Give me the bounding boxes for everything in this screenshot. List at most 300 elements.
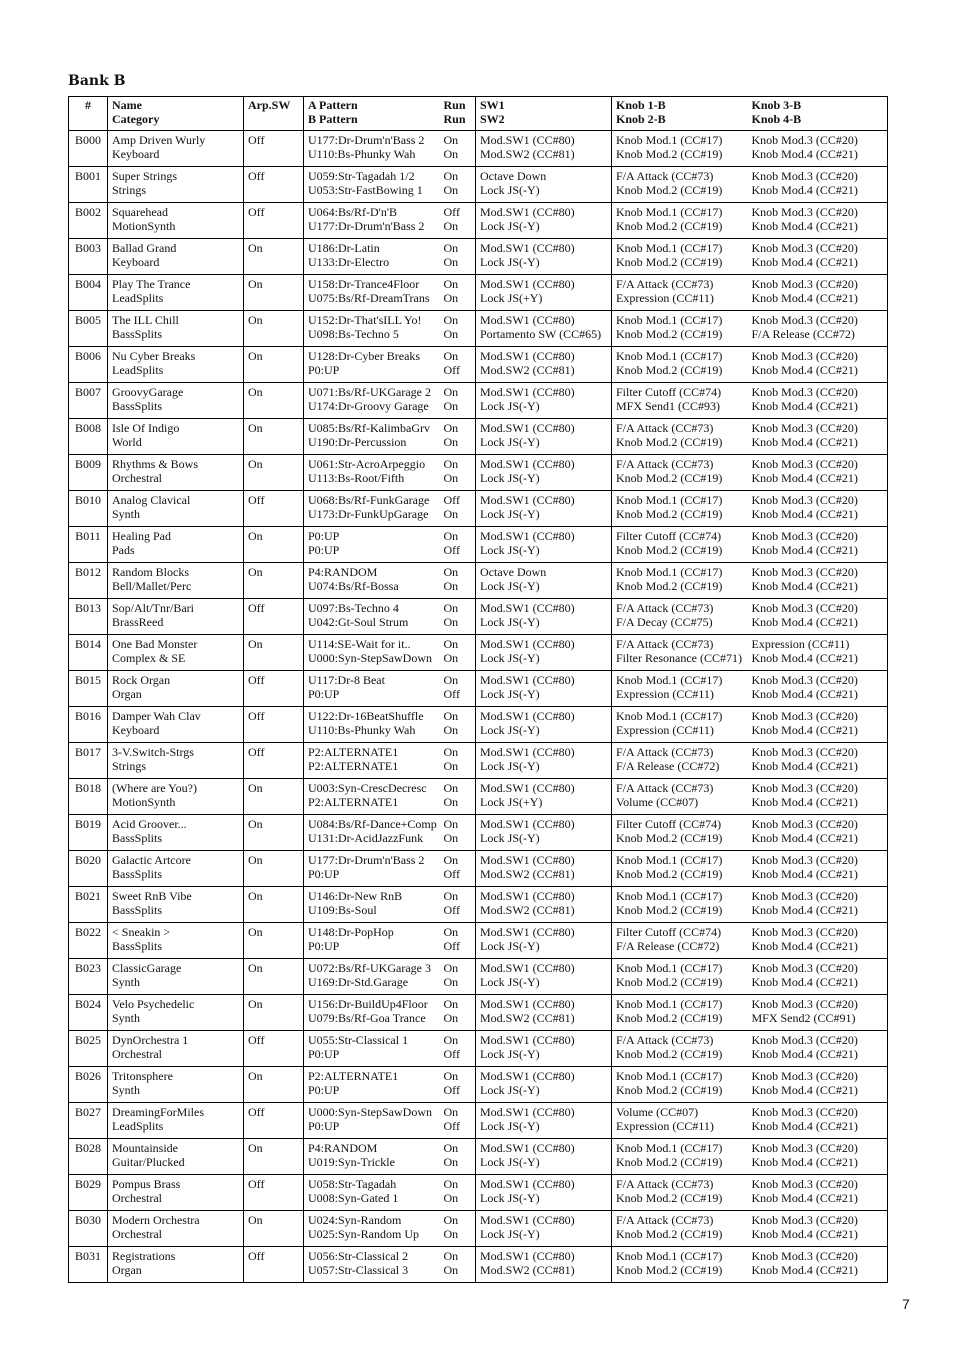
cell-text-cat: BassSplits [112, 903, 163, 917]
switch-assign-cell [476, 1247, 612, 1283]
cell-text-pa: U000:Syn-StepSawDown [308, 1105, 433, 1119]
knob-3-4-cell [748, 707, 888, 743]
switch-assign-cell [476, 239, 612, 275]
program-number-cell [69, 959, 108, 995]
run-cell [440, 563, 476, 599]
program-number-cell [69, 707, 108, 743]
cell-text-arp: On [248, 781, 263, 795]
program-table [68, 96, 888, 1283]
cell-text-pa: U177:Dr-Drum'n'Bass 2 [308, 133, 425, 147]
cell-text-name: Super Strings [112, 169, 178, 183]
cell-text-id: B014 [74, 637, 101, 651]
cell-text-k2: Knob Mod.2 (CC#19) [616, 903, 723, 917]
cell-text-arp: Off [248, 1105, 265, 1119]
cell-text-k4: Knob Mod.4 (CC#21) [751, 723, 858, 737]
cell-text-k2: F/A Release (CC#72) [616, 759, 720, 773]
cell-text-id: B022 [74, 925, 101, 939]
pattern-cell [304, 671, 440, 707]
cell-text-sw1: Octave Down [480, 565, 547, 579]
cell-text-k2: Knob Mod.2 (CC#19) [616, 471, 723, 485]
cell-text-cat: LeadSplits [112, 363, 164, 377]
cell-text-k1: Knob Mod.1 (CC#17) [616, 349, 723, 363]
cell-text-pa: U059:Str-Tagadah 1/2 [308, 169, 415, 183]
cell-text-k1: Knob Mod.1 (CC#17) [616, 241, 723, 255]
cell-text-k1: Volume (CC#07) [616, 1105, 699, 1119]
knob-1-2-cell [612, 599, 748, 635]
cell-text-name: GroovyGarage [112, 385, 184, 399]
switch-assign-cell [476, 167, 612, 203]
arp-switch-cell [244, 887, 304, 923]
cell-text-pa: U128:Dr-Cyber Breaks [308, 349, 421, 363]
knob-3-4-cell [748, 311, 888, 347]
cell-text-ra: On [443, 169, 459, 183]
cell-text-k3: Knob Mod.3 (CC#20) [751, 133, 858, 147]
cell-text-sw2: Lock JS(-Y) [480, 939, 540, 953]
cell-text-rb: On [443, 399, 459, 413]
cell-text-id: B028 [74, 1141, 101, 1155]
arp-switch-cell [244, 1211, 304, 1247]
cell-text-rb: On [443, 1011, 459, 1025]
cell-text-sw2: Lock JS(-Y) [480, 399, 540, 413]
cell-text-ra: On [443, 601, 459, 615]
program-number-cell [69, 635, 108, 671]
cell-text-pa: U061:Str-AcroArpeggio [308, 457, 426, 471]
cell-text-k2: Knob Mod.2 (CC#19) [616, 975, 723, 989]
pattern-cell [304, 887, 440, 923]
cell-text-rb: On [443, 579, 459, 593]
cell-text-sw2: Lock JS(-Y) [480, 579, 540, 593]
run-cell [440, 851, 476, 887]
cell-text-sw2: Lock JS(-Y) [480, 543, 540, 557]
arp-switch-cell [244, 275, 304, 311]
cell-text-k1: F/A Attack (CC#73) [616, 421, 714, 435]
program-number-cell [69, 167, 108, 203]
table-row [69, 995, 888, 1031]
program-number-cell [69, 887, 108, 923]
cell-text-cat: Organ [112, 687, 142, 701]
cell-text-k1: Filter Cutoff (CC#74) [616, 385, 722, 399]
cell-text-sw1: Mod.SW1 (CC#80) [480, 1213, 575, 1227]
switch-assign-cell [476, 635, 612, 671]
run-cell [440, 131, 476, 167]
knob-1-2-cell [612, 779, 748, 815]
table-row [69, 815, 888, 851]
cell-text-k1: F/A Attack (CC#73) [616, 1033, 714, 1047]
cell-text-id: B001 [74, 169, 101, 183]
switch-assign-cell [476, 203, 612, 239]
cell-text-ra: On [443, 817, 459, 831]
name-category-cell [108, 1103, 244, 1139]
pattern-cell [304, 275, 440, 311]
cell-text-pb: P0:UP [308, 867, 340, 881]
knob-3-4-cell [748, 599, 888, 635]
cell-text-k1: Filter Cutoff (CC#74) [616, 817, 722, 831]
name-category-cell [108, 203, 244, 239]
arp-switch-cell [244, 383, 304, 419]
cell-text-sw1: Octave Down [480, 169, 547, 183]
page-number: 7 [902, 1296, 910, 1312]
cell-text-k4: Knob Mod.4 (CC#21) [751, 939, 858, 953]
table-row [69, 275, 888, 311]
cell-text-pb: U110:Bs-Phunky Wah [308, 147, 416, 161]
pattern-cell [304, 491, 440, 527]
cell-text-pb: P0:UP [308, 1047, 340, 1061]
cell-text-k3: Knob Mod.3 (CC#20) [751, 313, 858, 327]
knob-1-2-cell [612, 1175, 748, 1211]
cell-text-cat: BassSplits [112, 327, 163, 341]
name-category-cell [108, 311, 244, 347]
pattern-cell [304, 527, 440, 563]
cell-text-k4: Knob Mod.4 (CC#21) [751, 1047, 858, 1061]
switch-assign-cell [476, 131, 612, 167]
pattern-cell [304, 1247, 440, 1283]
pattern-cell [304, 995, 440, 1031]
arp-switch-cell [244, 635, 304, 671]
cell-text-cat: Keyboard [112, 255, 160, 269]
cell-text-cat: MotionSynth [112, 219, 176, 233]
cell-text-ra: On [443, 745, 459, 759]
cell-text-k3: Knob Mod.3 (CC#20) [751, 1249, 858, 1263]
name-category-cell [108, 995, 244, 1031]
cell-text-k4: Knob Mod.4 (CC#21) [751, 903, 858, 917]
cell-text-k4: Knob Mod.4 (CC#21) [751, 1155, 858, 1169]
name-category-cell [108, 167, 244, 203]
cell-text-k1: Knob Mod.1 (CC#17) [616, 709, 723, 723]
run-cell [440, 1247, 476, 1283]
cell-text-k2: Knob Mod.2 (CC#19) [616, 1227, 723, 1241]
cell-text-cat: Organ [112, 1263, 142, 1277]
cell-text-id: B000 [74, 133, 101, 147]
cell-text-sw1: Mod.SW1 (CC#80) [480, 349, 575, 363]
cell-text-ra: On [443, 853, 459, 867]
run-cell [440, 1067, 476, 1103]
name-category-cell [108, 383, 244, 419]
cell-text-k3: Knob Mod.3 (CC#20) [751, 277, 858, 291]
cell-text-sw1: Mod.SW1 (CC#80) [480, 385, 575, 399]
table-row [69, 707, 888, 743]
knob-1-2-cell [612, 275, 748, 311]
table-row [69, 419, 888, 455]
cell-text-cat: Keyboard [112, 723, 160, 737]
pattern-cell [304, 563, 440, 599]
knob-3-4-cell [748, 419, 888, 455]
cell-text-k2: Knob Mod.2 (CC#19) [616, 1263, 723, 1277]
cell-text-sw2: Lock JS(-Y) [480, 435, 540, 449]
cell-text-pa: U146:Dr-New RnB [308, 889, 403, 903]
cell-text-cat: Synth [112, 1011, 141, 1025]
cell-text-pa: U072:Bs/Rf-UKGarage 3 [308, 961, 431, 975]
arp-switch-cell [244, 1247, 304, 1283]
header-arp-switch: Arp.SW [244, 97, 304, 131]
cell-text-name: Mountainside [112, 1141, 178, 1155]
cell-text-id: B017 [74, 745, 101, 759]
cell-text-pb: U042:Gt-Soul Strum [308, 615, 409, 629]
name-category-cell [108, 887, 244, 923]
cell-text-rb: On [443, 147, 459, 161]
switch-assign-cell [476, 923, 612, 959]
program-number-cell [69, 347, 108, 383]
cell-text-rb: Off [443, 1047, 460, 1061]
cell-text-pa: U158:Dr-Trance4Floor [308, 277, 420, 291]
name-category-cell [108, 1067, 244, 1103]
cell-text-k3: Knob Mod.3 (CC#20) [751, 1213, 858, 1227]
cell-text-id: B002 [74, 205, 101, 219]
switch-assign-cell [476, 1031, 612, 1067]
cell-text-k3: Knob Mod.3 (CC#20) [751, 421, 858, 435]
knob-1-2-cell [612, 959, 748, 995]
cell-text-name: 3-V.Switch-Strgs [112, 745, 194, 759]
arp-switch-cell [244, 1139, 304, 1175]
cell-text-sw1: Mod.SW1 (CC#80) [480, 817, 575, 831]
cell-text-pa: U056:Str-Classical 2 [308, 1249, 409, 1263]
cell-text-pb: U190:Dr-Percussion [308, 435, 407, 449]
cell-text-pa: U177:Dr-Drum'n'Bass 2 [308, 853, 425, 867]
cell-text-k4: Knob Mod.4 (CC#21) [751, 1083, 858, 1097]
cell-text-k1: Filter Cutoff (CC#74) [616, 529, 722, 543]
cell-text-k2: Expression (CC#11) [616, 687, 714, 701]
knob-3-4-cell [748, 1211, 888, 1247]
knob-3-4-cell [748, 923, 888, 959]
table-row [69, 455, 888, 491]
cell-text-name: Play The Trance [112, 277, 191, 291]
cell-text-k4: Knob Mod.4 (CC#21) [751, 507, 858, 521]
switch-assign-cell [476, 671, 612, 707]
cell-text-name: Velo Psychedelic [112, 997, 195, 1011]
pattern-cell [304, 707, 440, 743]
cell-text-k3: Knob Mod.3 (CC#20) [751, 169, 858, 183]
cell-text-cat: Orchestral [112, 1191, 162, 1205]
cell-text-k4: Knob Mod.4 (CC#21) [751, 759, 858, 773]
cell-text-k3: Knob Mod.3 (CC#20) [751, 601, 858, 615]
cell-text-rb: Off [443, 903, 460, 917]
cell-text-rb: On [443, 759, 459, 773]
pattern-cell [304, 1175, 440, 1211]
program-number-cell [69, 1139, 108, 1175]
cell-text-k1: Knob Mod.1 (CC#17) [616, 853, 723, 867]
cell-text-cat: LeadSplits [112, 291, 164, 305]
cell-text-arp: Off [248, 1177, 265, 1191]
cell-text-sw1: Mod.SW1 (CC#80) [480, 601, 575, 615]
cell-text-k3: Knob Mod.3 (CC#20) [751, 709, 858, 723]
cell-text-k4: Knob Mod.4 (CC#21) [751, 1119, 858, 1133]
cell-text-ra: On [443, 457, 459, 471]
cell-text-k3: Knob Mod.3 (CC#20) [751, 853, 858, 867]
cell-text-rb: On [443, 795, 459, 809]
cell-text-sw1: Mod.SW1 (CC#80) [480, 1105, 575, 1119]
cell-text-k1: Knob Mod.1 (CC#17) [616, 997, 723, 1011]
pattern-cell [304, 311, 440, 347]
cell-text-name: Modern Orchestra [112, 1213, 200, 1227]
arp-switch-cell [244, 671, 304, 707]
name-category-cell [108, 275, 244, 311]
knob-1-2-cell [612, 635, 748, 671]
cell-text-k3: Expression (CC#11) [751, 637, 850, 651]
cell-text-pb: U177:Dr-Drum'n'Bass 2 [308, 219, 425, 233]
cell-text-cat: BassSplits [112, 831, 163, 845]
pattern-cell [304, 815, 440, 851]
cell-text-k1: Knob Mod.1 (CC#17) [616, 889, 723, 903]
pattern-cell [304, 851, 440, 887]
cell-text-ra: On [443, 349, 459, 363]
cell-text-arp: Off [248, 745, 265, 759]
run-cell [440, 599, 476, 635]
cell-text-arp: Off [248, 709, 265, 723]
name-category-cell [108, 599, 244, 635]
cell-text-rb: Off [443, 687, 460, 701]
cell-text-k2: Knob Mod.2 (CC#19) [616, 183, 723, 197]
table-row [69, 347, 888, 383]
cell-text-k2: Knob Mod.2 (CC#19) [616, 1083, 723, 1097]
cell-text-pa: U122:Dr-16BeatShuffle [308, 709, 424, 723]
cell-text-rb: On [443, 1155, 459, 1169]
pattern-cell [304, 455, 440, 491]
cell-text-k3: Knob Mod.3 (CC#20) [751, 565, 858, 579]
knob-3-4-cell [748, 167, 888, 203]
run-cell [440, 959, 476, 995]
cell-text-ra: On [443, 997, 459, 1011]
cell-text-sw1: Mod.SW1 (CC#80) [480, 745, 575, 759]
knob-1-2-cell [612, 491, 748, 527]
cell-text-k1: F/A Attack (CC#73) [616, 1177, 714, 1191]
cell-text-sw2: Lock JS(-Y) [480, 615, 540, 629]
cell-text-rb: On [443, 255, 459, 269]
cell-text-k3: Knob Mod.3 (CC#20) [751, 997, 858, 1011]
cell-text-arp: On [248, 1213, 263, 1227]
cell-text-rb: On [443, 219, 459, 233]
table-row [69, 779, 888, 815]
run-cell [440, 167, 476, 203]
switch-assign-cell [476, 743, 612, 779]
cell-text-sw2: Lock JS(-Y) [480, 1119, 540, 1133]
cell-text-sw1: Mod.SW1 (CC#80) [480, 1177, 575, 1191]
cell-text-k4: Knob Mod.4 (CC#21) [751, 1227, 858, 1241]
program-number-cell [69, 383, 108, 419]
knob-1-2-cell [612, 995, 748, 1031]
knob-3-4-cell [748, 635, 888, 671]
switch-assign-cell [476, 1175, 612, 1211]
knob-3-4-cell [748, 887, 888, 923]
pattern-cell [304, 959, 440, 995]
cell-text-arp: On [248, 349, 263, 363]
cell-text-sw1: Mod.SW1 (CC#80) [480, 961, 575, 975]
table-row [69, 1067, 888, 1103]
header-name-category: Name Category [108, 97, 244, 131]
knob-1-2-cell [612, 167, 748, 203]
knob-1-2-cell [612, 203, 748, 239]
cell-text-pa: U064:Bs/Rf-D'n'B [308, 205, 397, 219]
cell-text-rb: On [443, 435, 459, 449]
knob-1-2-cell [612, 707, 748, 743]
cell-text-rb: On [443, 651, 459, 665]
cell-text-sw2: Lock JS(-Y) [480, 1227, 540, 1241]
table-row [69, 1247, 888, 1283]
cell-text-k3: Knob Mod.3 (CC#20) [751, 961, 858, 975]
cell-text-cat: LeadSplits [112, 1119, 164, 1133]
pattern-cell [304, 347, 440, 383]
cell-text-arp: On [248, 421, 263, 435]
program-number-cell [69, 599, 108, 635]
cell-text-k2: Knob Mod.2 (CC#19) [616, 1155, 723, 1169]
header-switches: SW1 SW2 [476, 97, 612, 131]
cell-text-k4: Knob Mod.4 (CC#21) [751, 363, 858, 377]
cell-text-k2: Knob Mod.2 (CC#19) [616, 327, 723, 341]
table-row [69, 239, 888, 275]
cell-text-sw2: Lock JS(-Y) [480, 219, 540, 233]
cell-text-pa: U068:Bs/Rf-FunkGarage [308, 493, 430, 507]
cell-text-k1: Knob Mod.1 (CC#17) [616, 1249, 723, 1263]
cell-text-name: The ILL Chill [112, 313, 179, 327]
cell-text-sw2: Mod.SW2 (CC#81) [480, 363, 575, 377]
program-number-cell [69, 671, 108, 707]
cell-text-k1: Knob Mod.1 (CC#17) [616, 961, 723, 975]
cell-text-arp: Off [248, 601, 265, 615]
arp-switch-cell [244, 311, 304, 347]
cell-text-sw2: Mod.SW2 (CC#81) [480, 1011, 575, 1025]
name-category-cell [108, 1211, 244, 1247]
arp-switch-cell [244, 203, 304, 239]
cell-text-k1: Knob Mod.1 (CC#17) [616, 493, 723, 507]
cell-text-k2: Knob Mod.2 (CC#19) [616, 579, 723, 593]
switch-assign-cell [476, 383, 612, 419]
cell-text-name: Galactic Artcore [112, 853, 191, 867]
cell-text-k4: Knob Mod.4 (CC#21) [751, 183, 858, 197]
arp-switch-cell [244, 1067, 304, 1103]
cell-text-cat: Orchestral [112, 471, 162, 485]
cell-text-pa: P0:UP [308, 529, 340, 543]
knob-3-4-cell [748, 563, 888, 599]
pattern-cell [304, 239, 440, 275]
name-category-cell [108, 1139, 244, 1175]
cell-text-k1: Knob Mod.1 (CC#17) [616, 565, 723, 579]
cell-text-sw2: Lock JS(+Y) [480, 795, 543, 809]
cell-text-id: B012 [74, 565, 101, 579]
cell-text-ra: On [443, 637, 459, 651]
cell-text-name: Analog Clavical [112, 493, 191, 507]
cell-text-name: Amp Driven Wurly [112, 133, 206, 147]
table-row [69, 563, 888, 599]
cell-text-k3: Knob Mod.3 (CC#20) [751, 529, 858, 543]
knob-1-2-cell [612, 1211, 748, 1247]
cell-text-cat: Synth [112, 507, 141, 521]
cell-text-sw2: Lock JS(-Y) [480, 651, 540, 665]
program-number-cell [69, 743, 108, 779]
cell-text-k2: Knob Mod.2 (CC#19) [616, 1191, 723, 1205]
header-knob-3-4: Knob 3-B Knob 4-B [748, 97, 888, 131]
cell-text-pb: U025:Syn-Random Up [308, 1227, 419, 1241]
cell-text-pb: U131:Dr-AcidJazzFunk [308, 831, 424, 845]
table-row [69, 203, 888, 239]
cell-text-name: Sop/Alt/Tnr/Bari [112, 601, 194, 615]
cell-text-k1: F/A Attack (CC#73) [616, 169, 714, 183]
cell-text-k2: Volume (CC#07) [616, 795, 699, 809]
program-number-cell [69, 527, 108, 563]
cell-text-pb: U053:Str-FastBowing 1 [308, 183, 423, 197]
switch-assign-cell [476, 1103, 612, 1139]
cell-text-sw1: Mod.SW1 (CC#80) [480, 673, 575, 687]
cell-text-k4: Knob Mod.4 (CC#21) [751, 831, 858, 845]
program-number-cell [69, 779, 108, 815]
switch-assign-cell [476, 491, 612, 527]
cell-text-k3: Knob Mod.3 (CC#20) [751, 781, 858, 795]
cell-text-pa: U084:Bs/Rf-Dance+Comp [308, 817, 437, 831]
cell-text-rb: On [443, 723, 459, 737]
knob-3-4-cell [748, 1139, 888, 1175]
cell-text-pb: P0:UP [308, 543, 340, 557]
name-category-cell [108, 851, 244, 887]
cell-text-name: (Where are You?) [112, 781, 197, 795]
name-category-cell [108, 635, 244, 671]
cell-text-cat: Complex & SE [112, 651, 186, 665]
